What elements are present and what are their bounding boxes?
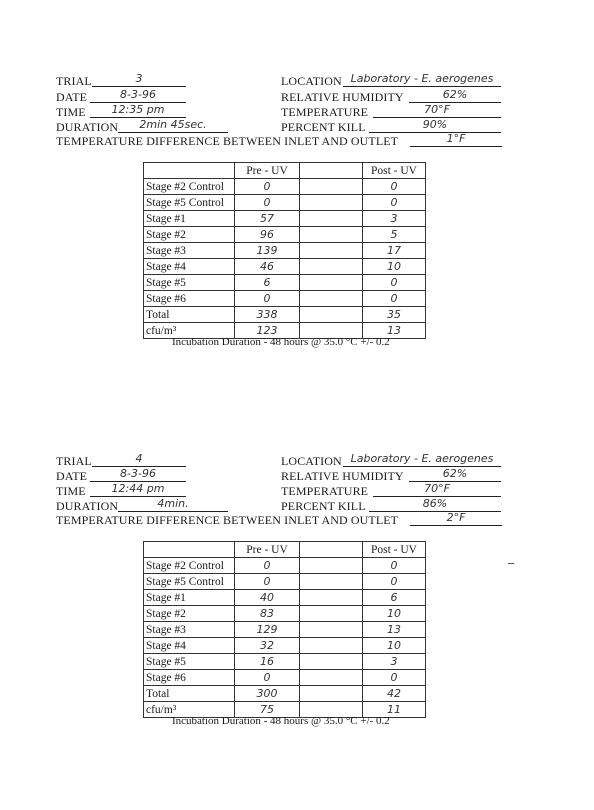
pre-uv-cell: 0: [235, 574, 300, 590]
empty-cell: [300, 622, 363, 638]
pre-uv-cell: 338: [235, 307, 300, 323]
post-uv-cell: 42: [363, 686, 426, 702]
stage-cell: Stage #3: [144, 243, 235, 259]
stage-cell: Stage #1: [144, 211, 235, 227]
table-header-row: [144, 163, 426, 179]
time-value: 12:44 pm: [90, 482, 186, 497]
stage-cell: cfu/m³: [144, 323, 235, 339]
table-header-cell: [144, 163, 235, 179]
trial-label: TRIAL: [56, 454, 92, 468]
stage-cell: Stage #3: [144, 622, 235, 638]
temp-diff-label: TEMPERATURE DIFFERENCE BETWEEN INLET AND OUTLET: [56, 134, 399, 148]
table-header-cell: [144, 542, 235, 558]
trial-label: TRIAL: [56, 74, 92, 88]
pre-uv-cell: 57: [235, 211, 300, 227]
results-table: [143, 541, 426, 718]
trial-value: 4: [92, 452, 186, 467]
empty-cell: [300, 243, 363, 259]
pre-uv-cell: 40: [235, 590, 300, 606]
post-uv-cell: 10: [363, 638, 426, 654]
empty-cell: [300, 291, 363, 307]
table-row: [144, 558, 426, 574]
humidity-value: 62%: [409, 88, 501, 103]
table-row: [144, 686, 426, 702]
empty-cell: [300, 606, 363, 622]
pre-uv-cell: 83: [235, 606, 300, 622]
empty-cell: [300, 670, 363, 686]
empty-cell: [300, 179, 363, 195]
empty-cell: [300, 275, 363, 291]
pre-uv-cell: 32: [235, 638, 300, 654]
post-uv-cell: 0: [363, 195, 426, 211]
time-value: 12:35 pm: [90, 103, 186, 118]
stage-cell: Stage #6: [144, 291, 235, 307]
stage-cell: cfu/m³: [144, 702, 235, 718]
stage-cell: Stage #5 Control: [144, 574, 235, 590]
table-row: [144, 622, 426, 638]
empty-cell: [300, 227, 363, 243]
empty-cell: [300, 654, 363, 670]
empty-cell: [300, 638, 363, 654]
table-row: [144, 291, 426, 307]
post-uv-cell: 0: [363, 574, 426, 590]
pre-uv-cell: 0: [235, 291, 300, 307]
post-uv-cell: 17: [363, 243, 426, 259]
table-row: [144, 670, 426, 686]
table-row: [144, 195, 426, 211]
table-row: [144, 606, 426, 622]
table-row: [144, 307, 426, 323]
stage-cell: Stage #2 Control: [144, 179, 235, 195]
incubation-note: Incubation Duration - 48 hours @ 35.0 °C +/- 0.2: [172, 336, 390, 348]
pre-uv-cell: 75: [235, 702, 300, 718]
stage-cell: Stage #2: [144, 227, 235, 243]
temperature-label: TEMPERATURE: [281, 484, 369, 498]
post-uv-cell: 3: [363, 654, 426, 670]
table-row: [144, 654, 426, 670]
stage-cell: Stage #5: [144, 275, 235, 291]
table-header-cell: Pre - UV: [235, 163, 300, 179]
table-row: [144, 211, 426, 227]
temp-diff-label: TEMPERATURE DIFFERENCE BETWEEN INLET AND OUTLET: [56, 513, 399, 527]
trial-value: 3: [92, 72, 186, 87]
post-uv-cell: 0: [363, 558, 426, 574]
temp-diff-value: 2°F: [410, 511, 502, 526]
pre-uv-cell: 16: [235, 654, 300, 670]
empty-cell: [300, 558, 363, 574]
pre-uv-cell: 0: [235, 558, 300, 574]
pre-uv-cell: 0: [235, 670, 300, 686]
pre-uv-cell: 6: [235, 275, 300, 291]
stage-cell: Stage #6: [144, 670, 235, 686]
table-header-cell: Pre - UV: [235, 542, 300, 558]
table-row: [144, 574, 426, 590]
time-label: TIME: [56, 105, 86, 119]
location-value: Laboratory - E. aerogenes: [343, 72, 501, 87]
date-value: 8-3-96: [90, 467, 186, 482]
pre-uv-cell: 129: [235, 622, 300, 638]
table-header-cell: [300, 542, 363, 558]
stage-cell: Stage #4: [144, 259, 235, 275]
stage-cell: Stage #1: [144, 590, 235, 606]
humidity-value: 62%: [409, 467, 501, 482]
empty-cell: [300, 686, 363, 702]
pre-uv-cell: 0: [235, 195, 300, 211]
results-table: [143, 162, 426, 339]
time-label: TIME: [56, 484, 86, 498]
duration-value: 4min.: [118, 497, 228, 512]
temp-diff-value: 1°F: [410, 132, 502, 147]
post-uv-cell: 11: [363, 702, 426, 718]
pre-uv-cell: 46: [235, 259, 300, 275]
post-uv-cell: 5: [363, 227, 426, 243]
stage-cell: Stage #5 Control: [144, 195, 235, 211]
table-header-cell: Post - UV: [363, 542, 426, 558]
table-header-cell: [300, 163, 363, 179]
temperature-value: 70°F: [373, 103, 501, 118]
empty-cell: [300, 195, 363, 211]
duration-label: DURATION: [56, 499, 119, 513]
pre-uv-cell: 96: [235, 227, 300, 243]
post-uv-cell: 0: [363, 670, 426, 686]
post-uv-cell: 13: [363, 323, 426, 339]
post-uv-cell: 0: [363, 275, 426, 291]
table-header-cell: Post - UV: [363, 163, 426, 179]
stage-cell: Total: [144, 686, 235, 702]
percent-kill-label: PERCENT KILL: [281, 499, 366, 513]
pre-uv-cell: 300: [235, 686, 300, 702]
table-row: [144, 638, 426, 654]
empty-cell: [300, 307, 363, 323]
humidity-label: RELATIVE HUMIDITY: [281, 469, 404, 483]
table-row: [144, 590, 426, 606]
table-row: [144, 259, 426, 275]
date-label: DATE: [56, 90, 88, 104]
duration-value: 2min 45sec.: [118, 118, 228, 133]
empty-cell: [300, 590, 363, 606]
date-label: DATE: [56, 469, 88, 483]
location-label: LOCATION: [281, 74, 342, 88]
location-value: Laboratory - E. aerogenes: [343, 452, 501, 467]
pre-uv-cell: 139: [235, 243, 300, 259]
empty-cell: [300, 211, 363, 227]
post-uv-cell: 10: [363, 606, 426, 622]
percent-kill-label: PERCENT KILL: [281, 120, 366, 134]
post-uv-cell: 10: [363, 259, 426, 275]
incubation-note: Incubation Duration - 48 hours @ 35.0 °C +/- 0.2: [172, 715, 390, 727]
table-row: [144, 243, 426, 259]
post-uv-cell: 0: [363, 179, 426, 195]
post-uv-cell: 0: [363, 291, 426, 307]
stage-cell: Total: [144, 307, 235, 323]
humidity-label: RELATIVE HUMIDITY: [281, 90, 404, 104]
percent-kill-value: 90%: [369, 118, 501, 133]
empty-cell: [300, 574, 363, 590]
post-uv-cell: 3: [363, 211, 426, 227]
table-row: [144, 275, 426, 291]
pre-uv-cell: 123: [235, 323, 300, 339]
empty-cell: [300, 259, 363, 275]
temperature-label: TEMPERATURE: [281, 105, 369, 119]
stray-mark: [508, 563, 514, 564]
stage-cell: Stage #5: [144, 654, 235, 670]
stage-cell: Stage #2 Control: [144, 558, 235, 574]
post-uv-cell: 13: [363, 622, 426, 638]
table-row: [144, 227, 426, 243]
temperature-value: 70°F: [373, 482, 501, 497]
date-value: 8-3-96: [90, 88, 186, 103]
pre-uv-cell: 0: [235, 179, 300, 195]
post-uv-cell: 6: [363, 590, 426, 606]
location-label: LOCATION: [281, 454, 342, 468]
table-row: [144, 179, 426, 195]
percent-kill-value: 86%: [369, 497, 501, 512]
table-header-row: [144, 542, 426, 558]
post-uv-cell: 35: [363, 307, 426, 323]
stage-cell: Stage #4: [144, 638, 235, 654]
duration-label: DURATION: [56, 120, 119, 134]
stage-cell: Stage #2: [144, 606, 235, 622]
